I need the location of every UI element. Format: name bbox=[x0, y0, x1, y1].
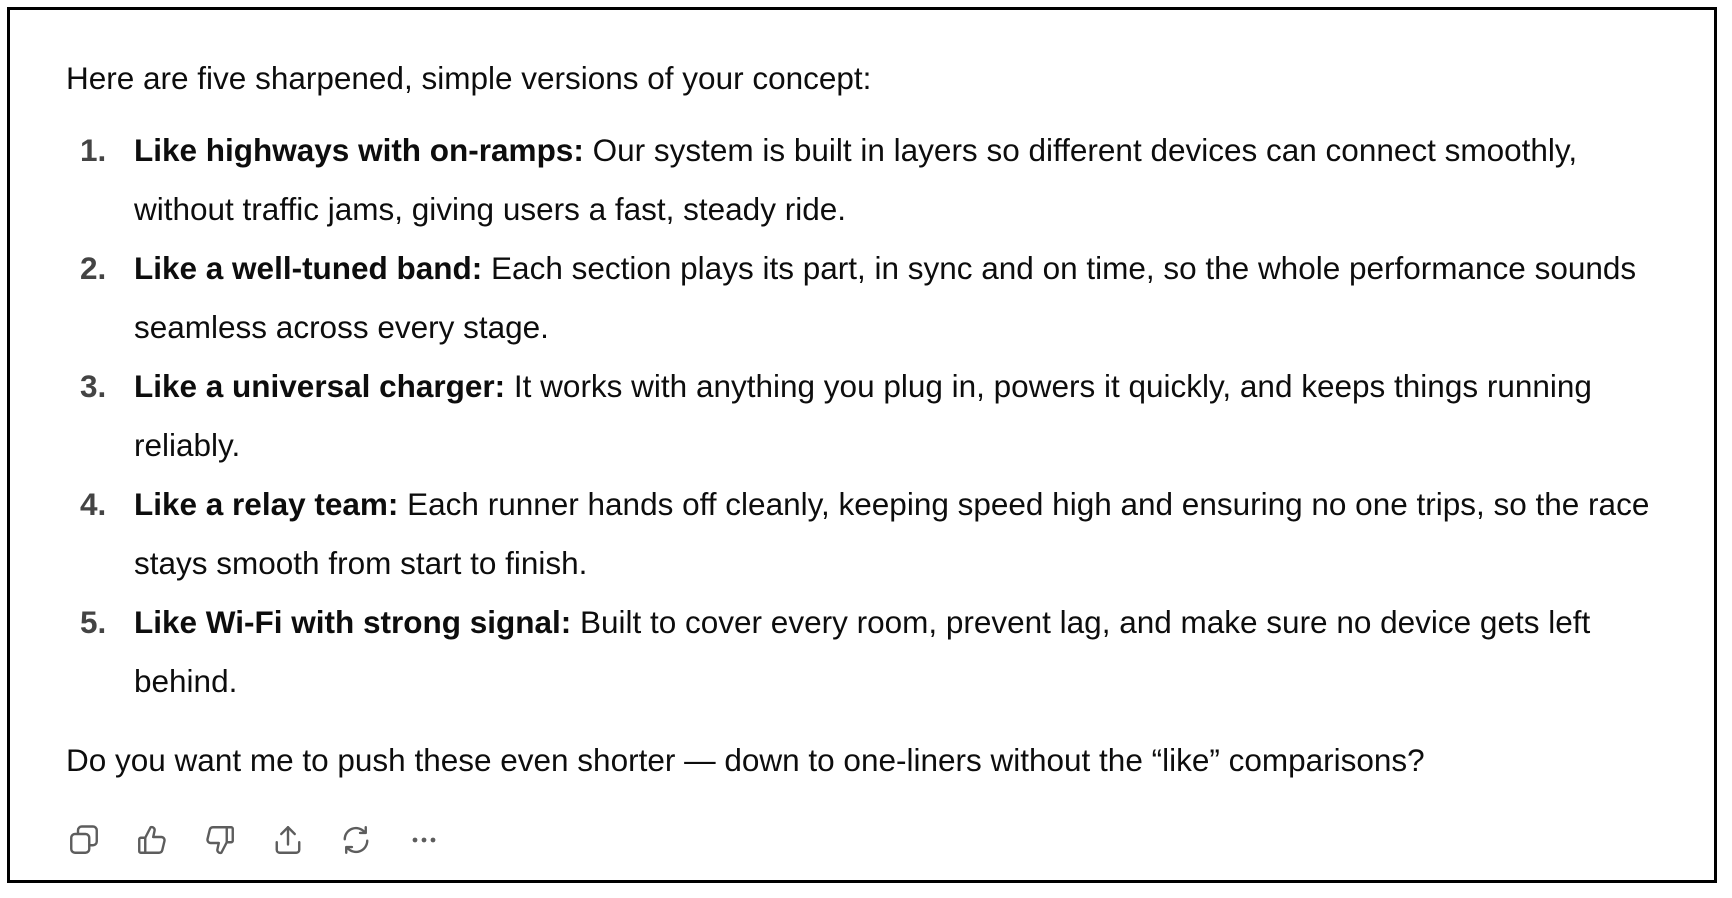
suggestion-list bbox=[66, 121, 1676, 711]
thumbs-up-icon bbox=[134, 822, 170, 858]
list-item-text: Each runner hands off cleanly, keeping speed high and ensuring no one trips, so the race stays smooth from start to finish. bbox=[134, 486, 1650, 581]
thumbs-down-button[interactable] bbox=[202, 822, 238, 858]
message-intro: Here are five sharpened, simple versions of your concept: bbox=[66, 60, 872, 96]
list-item-lead: Like highways with on-ramps: bbox=[134, 132, 584, 168]
more-icon bbox=[406, 822, 442, 858]
list-item-number: 2. bbox=[80, 250, 107, 286]
list-item bbox=[66, 239, 1676, 357]
list-item-number: 1. bbox=[80, 132, 107, 168]
list-item-lead: Like Wi-Fi with strong signal: bbox=[134, 604, 572, 640]
list-item bbox=[66, 475, 1676, 593]
list-item-number: 4. bbox=[80, 486, 107, 522]
more-options-button[interactable] bbox=[406, 822, 442, 858]
regenerate-icon bbox=[338, 822, 374, 858]
share-icon bbox=[270, 822, 306, 858]
regenerate-button[interactable] bbox=[338, 822, 374, 858]
message-closing: Do you want me to push these even shorter — down to one-liners without the “like” comparisons? bbox=[66, 742, 1425, 778]
message-actions bbox=[66, 822, 442, 858]
list-item-text: Built to cover every room, prevent lag, and make sure no device gets left behind. bbox=[134, 604, 1591, 699]
copy-button[interactable] bbox=[66, 822, 102, 858]
list-item-lead: Like a universal charger: bbox=[134, 368, 506, 404]
list-item-number: 5. bbox=[80, 604, 107, 640]
list-item bbox=[66, 357, 1676, 475]
list-item-text: Each section plays its part, in sync and on time, so the whole performance sounds seamless across every stage. bbox=[134, 250, 1637, 345]
thumbs-down-icon bbox=[202, 822, 238, 858]
message-frame bbox=[7, 7, 1717, 883]
share-button[interactable] bbox=[270, 822, 306, 858]
list-item-number: 3. bbox=[80, 368, 107, 404]
thumbs-up-button[interactable] bbox=[134, 822, 170, 858]
list-item bbox=[66, 593, 1676, 711]
list-item-text: It works with anything you plug in, powers it quickly, and keeps things running reliably. bbox=[134, 368, 1592, 463]
list-item-lead: Like a well-tuned band: bbox=[134, 250, 483, 286]
list-item bbox=[66, 121, 1676, 239]
list-item-text: Our system is built in layers so different devices can connect smoothly, without traffic jams, giving users a fast, steady ride. bbox=[134, 132, 1578, 227]
copy-icon bbox=[66, 822, 102, 858]
list-item-lead: Like a relay team: bbox=[134, 486, 399, 522]
